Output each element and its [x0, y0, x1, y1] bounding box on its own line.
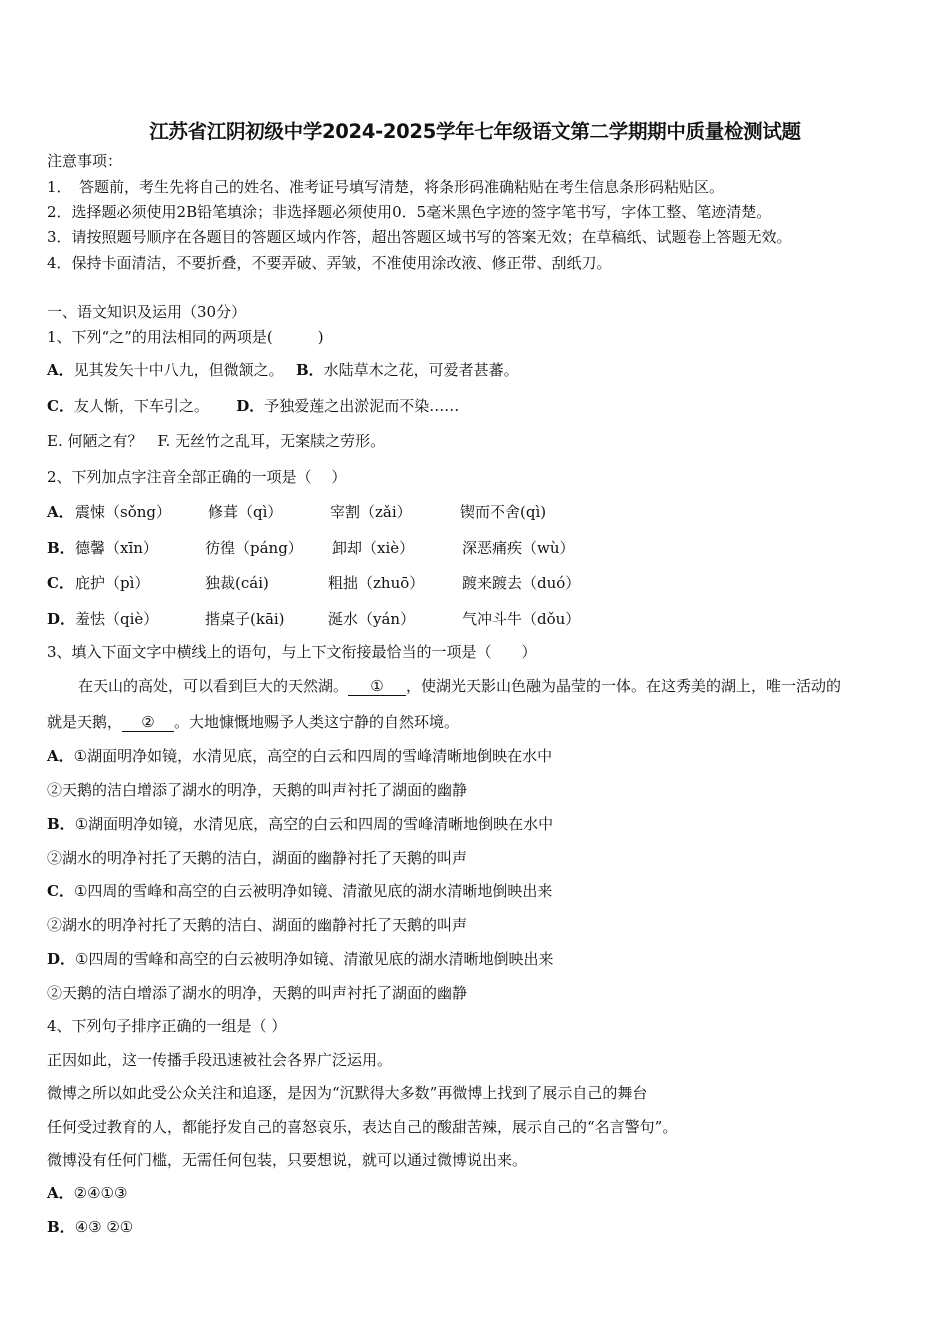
option-text: 见其发矢十中八九，但微颔之。	[73, 361, 277, 379]
option-label: B．	[47, 1218, 75, 1236]
option-label: A．	[47, 747, 74, 765]
sentence: 任何受过教育的人，都能抒发自己的喜怒哀乐，表达自己的酸甜苦辣，展示自己的“名言警句”。	[47, 1118, 678, 1136]
notice-item: 4．保持卡面清洁，不要折叠，不要弄破、弄皱，不准使用涂改液、修正带、刮纸刀。	[47, 254, 612, 272]
q4-option-a	[47, 1184, 127, 1202]
pinyin-item: 独裁(cái)	[205, 574, 269, 592]
option-text: ①四周的雪峰和高空的白云被明净如镜、清澈见底的湖水清晰地倒映出来	[73, 882, 553, 900]
q3-option-d	[47, 950, 553, 968]
sentence: 微博之所以如此受公众关注和追逐，是因为“沉默得大多数”再微博上找到了展示自己的舞台	[47, 1084, 648, 1102]
option-text: 友人惭，下车引之。	[73, 397, 202, 415]
q3-option-c	[47, 882, 552, 900]
pinyin-item: 彷徨（páng）	[205, 539, 303, 557]
fill-blank-2: ②	[122, 713, 174, 732]
sentence: 正因如此，这一传播手段迅速被社会各界广泛运用。	[47, 1051, 393, 1069]
passage-text: ，使湖光天影山色融为晶莹的一体。在这秀美的湖上，唯一活动的	[406, 677, 842, 695]
pinyin-item: 庇护（pì）	[75, 574, 150, 592]
notice-heading: 注意事项：	[47, 152, 123, 170]
option-label: A．	[47, 1184, 74, 1202]
notice-item: 2．选择题必须使用2B铅笔填涂；非选择题必须使用0．5毫米黑色字迹的签字笔书写，字体工整、笔迹清楚。	[47, 203, 772, 221]
option-label: C．	[47, 574, 74, 592]
question-stem: 2、下列加点字注音全部正确的一项是（ ）	[47, 468, 347, 486]
q3-passage-line1	[78, 677, 841, 696]
option-text: 予独爱莲之出淤泥而不染……	[264, 397, 460, 415]
option-label: C．	[47, 882, 74, 900]
pinyin-item: 羞怯（qiè）	[75, 610, 159, 628]
q3-option-a	[47, 747, 552, 765]
option-label: A．	[47, 361, 74, 379]
option-label: D．	[47, 950, 76, 968]
question-stem: 3、填入下面文字中横线上的语句，与上下文衔接最恰当的一项是（ ）	[47, 643, 537, 661]
passage-text: 就是天鹅，	[47, 713, 123, 731]
q1-options-ef: E. 何陋之有？ F. 无丝竹之乱耳，无案牍之劳形。	[47, 432, 386, 450]
pinyin-item: 锲而不舍(qì)	[460, 503, 547, 521]
option-text: ②湖水的明净衬托了天鹅的洁白，湖面的幽静衬托了天鹅的叫声	[47, 849, 468, 867]
pinyin-item: 踱来踱去（duó）	[462, 574, 581, 592]
pinyin-item: 揩桌子(kāi)	[205, 610, 285, 628]
option-label: D．	[47, 610, 76, 628]
sentence: 微博没有任何门槛，无需任何包装，只要想说，就可以通过微博说出来。	[47, 1151, 528, 1169]
question-stem: 4、下列句子排序正确的一组是（ ）	[47, 1017, 287, 1035]
option-text: ②湖水的明净衬托了天鹅的洁白、湖面的幽静衬托了天鹅的叫声	[47, 916, 468, 934]
section-heading: 一、语文知识及运用（30分）	[47, 303, 247, 321]
pinyin-item: 修葺（qì）	[208, 503, 283, 521]
option-text: ①湖面明净如镜，水清见底，高空的白云和四周的雪峰清晰地倒映在水中	[74, 815, 554, 833]
passage-text: 在天山的高处，可以看到巨大的天然湖。	[78, 677, 349, 695]
option-label: D．	[236, 397, 265, 415]
option-text: ②天鹅的洁白增添了湖水的明净，天鹅的叫声衬托了湖面的幽静	[47, 984, 468, 1002]
q1-options-ab	[47, 361, 519, 379]
pinyin-item: 宰割（zǎi）	[330, 503, 412, 521]
q3-passage-line2	[47, 713, 459, 732]
pinyin-item: 震悚（sǒng）	[75, 503, 171, 521]
question-stem: 1、下列“之”的用法相同的两项是( )	[47, 328, 324, 346]
passage-text: 。大地慷慨地赐予人类这宁静的自然环境。	[174, 713, 460, 731]
page-title: 江苏省江阴初级中学2024-2025学年七年级语文第二学期期中质量检测试题	[149, 120, 801, 143]
option-label: B．	[47, 539, 75, 557]
option-text: ②天鹅的洁白增添了湖水的明净，天鹅的叫声衬托了湖面的幽静	[47, 781, 468, 799]
pinyin-item: 卸却（xiè）	[332, 539, 415, 557]
pinyin-item: 涎水（yán）	[328, 610, 416, 628]
notice-item: 1． 答题前，考生先将自己的姓名、准考证号填写清楚，将条形码准确粘贴在考生信息条形码粘贴区。	[47, 178, 725, 196]
option-label: B．	[47, 815, 75, 833]
option-text: ②④①③	[73, 1184, 128, 1202]
q4-option-b	[47, 1218, 133, 1236]
q1-options-cd	[47, 397, 459, 415]
option-text: ④③ ②①	[74, 1218, 134, 1236]
option-label: B．	[295, 361, 324, 379]
pinyin-item: 德馨（xīn）	[75, 539, 158, 557]
pinyin-item: 气冲斗牛（dǒu）	[462, 610, 581, 628]
notice-item: 3．请按照题号顺序在各题目的答题区域内作答，超出答题区域书写的答案无效；在草稿纸、试题卷上答题无效。	[47, 228, 792, 246]
pinyin-item: 深恶痛疾（wù）	[462, 539, 575, 557]
option-text: 水陆草木之花，可爱者甚蕃。	[323, 361, 519, 379]
option-text: ①四周的雪峰和高空的白云被明净如镜、清澈见底的湖水清晰地倒映出来	[75, 950, 554, 968]
pinyin-item: 粗拙（zhuō）	[328, 574, 425, 592]
option-text: ①湖面明净如镜，水清见底，高空的白云和四周的雪峰清晰地倒映在水中	[73, 747, 553, 765]
fill-blank-1: ①	[348, 677, 406, 696]
q3-option-b	[47, 815, 553, 833]
option-label: C．	[47, 397, 74, 415]
option-label: A．	[47, 503, 74, 521]
